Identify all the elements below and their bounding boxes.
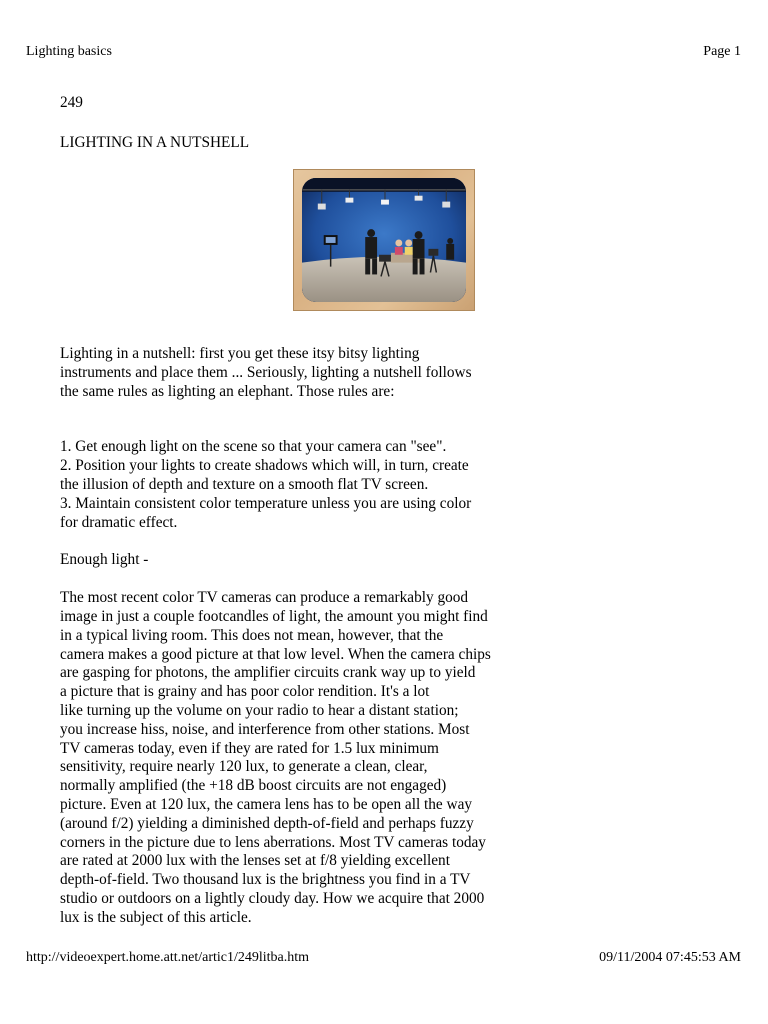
body-line: sensitivity, require nearly 120 lux, to generate a clean, clear, bbox=[60, 758, 428, 776]
rule-line: the illusion of depth and texture on a smooth flat TV screen. bbox=[60, 475, 429, 493]
intro-paragraph bbox=[60, 345, 540, 401]
article-content bbox=[60, 94, 540, 926]
tv-studio-photo-frame bbox=[293, 169, 475, 311]
body-line: (around f/2) yielding a diminished depth-of-field and perhaps fuzzy bbox=[60, 814, 474, 832]
body-line: picture. Even at 120 lux, the camera lens has to be open all the way bbox=[60, 795, 473, 813]
intro-line: the same rules as lighting an elephant. Those rules are: bbox=[60, 382, 395, 400]
rule-line: 2. Position your lights to create shadows which will, in turn, create bbox=[60, 457, 469, 475]
source-url: http://videoexpert.home.att.net/artic1/249litba.htm bbox=[26, 950, 310, 965]
tv-studio-image bbox=[302, 178, 466, 302]
body-line: lux is the subject of this article. bbox=[60, 908, 252, 926]
body-line: are gasping for photons, the amplifier circuits crank way up to yield bbox=[60, 664, 476, 682]
rule-line: 1. Get enough light on the scene so that your camera can "see". bbox=[60, 438, 447, 456]
intro-line: Lighting in a nutshell: first you get these itsy bitsy lighting bbox=[60, 345, 420, 362]
body-line: a picture that is grainy and has poor color rendition. It's a lot bbox=[60, 683, 430, 701]
article-number: 249 bbox=[60, 94, 83, 111]
rule-line: 3. Maintain consistent color temperature unless you are using color bbox=[60, 494, 472, 512]
body-line: image in just a couple footcandles of light, the amount you might find bbox=[60, 607, 488, 625]
enough-light-paragraph bbox=[60, 589, 540, 927]
body-line: corners in the picture due to lens aberrations. Most TV cameras today bbox=[60, 833, 486, 851]
page-number: Page 1 bbox=[703, 44, 741, 59]
body-line: you increase hiss, noise, and interference from other stations. Most bbox=[60, 720, 470, 738]
body-line: normally amplified (the +18 dB boost circuits are not engaged) bbox=[60, 777, 447, 795]
section-heading-enough-light: Enough light - bbox=[60, 551, 149, 569]
article-title: LIGHTING IN A NUTSHELL bbox=[60, 134, 250, 151]
article-body bbox=[60, 345, 540, 928]
body-line: The most recent color TV cameras can produce a remarkably good bbox=[60, 589, 469, 607]
document-title: Lighting basics bbox=[26, 44, 112, 59]
body-line: in a typical living room. This does not mean, however, that the bbox=[60, 626, 444, 644]
body-line: like turning up the volume on your radio to hear a distant station; bbox=[60, 701, 459, 719]
tv-studio-photo bbox=[302, 178, 466, 302]
print-timestamp: 09/11/2004 07:45:53 AM bbox=[599, 950, 741, 965]
rules-list bbox=[60, 438, 540, 532]
body-line: depth-of-field. Two thousand lux is the brightness you find in a TV bbox=[60, 871, 471, 889]
intro-line: instruments and place them ... Seriously, lighting a nutshell follows bbox=[60, 363, 472, 381]
body-line: camera makes a good picture at that low level. When the camera chips bbox=[60, 645, 491, 663]
body-line: studio or outdoors on a lightly cloudy day. How we acquire that 2000 bbox=[60, 889, 485, 907]
body-line: TV cameras today, even if they are rated for 1.5 lux minimum bbox=[60, 739, 439, 757]
body-line: are rated at 2000 lux with the lenses set at f/8 yielding excellent bbox=[60, 852, 450, 870]
rule-line: for dramatic effect. bbox=[60, 513, 178, 531]
